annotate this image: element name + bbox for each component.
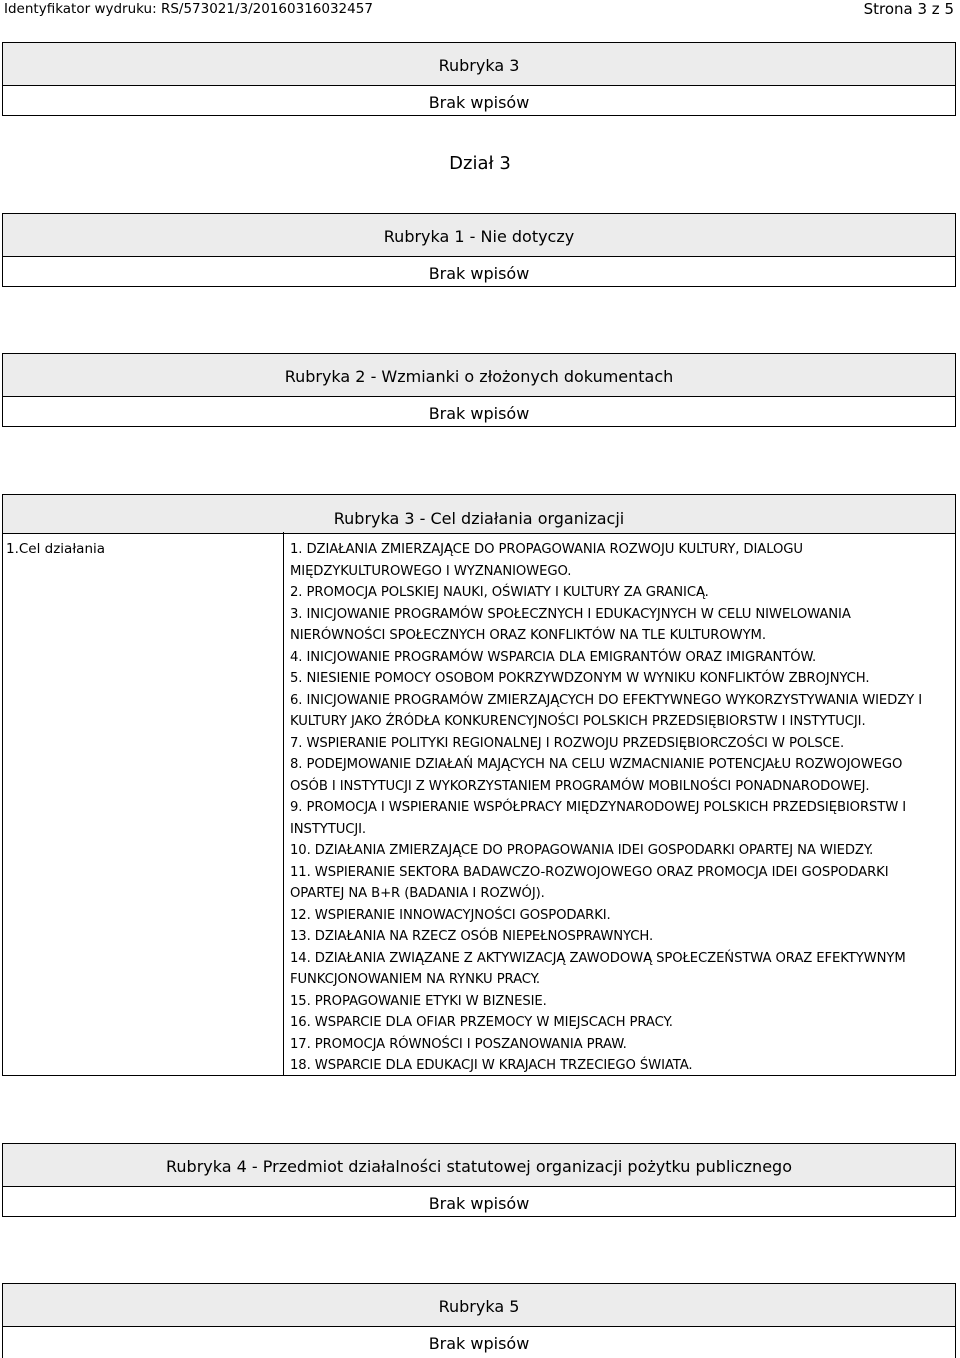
rubryka-4-box [2,1143,956,1217]
goal-line: KULTURY JAKO ŹRÓDŁA KONKURENCYJNOŚCI POLSKICH PRZEDSIĘBIORSTW I INSTYTUCJI. [290,714,866,729]
goal-line: MIĘDZYKULTUROWEGO I WYZNANIOWEGO. [290,563,572,579]
goal-line: OPARTEJ NA B+R (BADANIA I ROZWÓJ). [290,886,545,901]
goal-line: 15. PROPAGOWANIE ETYKI W BIZNESIE. [290,993,547,1009]
rubryka-2-box [2,353,956,427]
rubryka-3-title: Rubryka 3 - Cel działania organizacji [333,509,625,528]
rubryka-3-top-header [3,43,955,86]
goal-line: 14. DZIAŁANIA ZWIĄZANE Z AKTYWIZACJĄ ZAWODOWĄ SPOŁECZEŃSTWA ORAZ EFEKTYWNYM [290,950,906,966]
goal-line: 12. WSPIERANIE INNOWACYJNOŚCI GOSPODARKI. [290,907,611,923]
goal-line: FUNKCJONOWANIEM NA RYNKU PRACY. [290,972,541,987]
goal-line: 9. PROMOCJA I WSPIERANIE WSPÓŁPRACY MIĘDZYNARODOWEJ POLSKICH PRZEDSIĘBIORSTW I [290,800,907,815]
rubryka-2-value: Brak wpisów [428,404,530,423]
rubryka-2-header [3,354,955,397]
page-number: Strona 3 z 5 [863,0,954,18]
rubryka-4-header [3,1144,955,1187]
rubryka-2-title: Rubryka 2 - Wzmianki o złożonych dokumentach [284,367,674,386]
goal-line: 16. WSPARCIE DLA OFIAR PRZEMOCY W MIEJSCACH PRACY. [290,1015,673,1030]
rubryka-5-box [2,1283,956,1358]
section-title-dzial-3: Dział 3 [449,153,511,174]
rubryka-4-value: Brak wpisów [428,1194,530,1213]
goal-line: INSTYTUCJI. [290,821,367,837]
goal-line: 18. WSPARCIE DLA EDUKACJI W KRAJACH TRZECIEGO ŚWIATA. [290,1058,693,1073]
goal-line: OSÓB I INSTYTUCJI Z WYKORZYSTANIEM PROGRAMÓW MOBILNOŚCI PONADNARODOWEJ. [290,778,870,794]
rubryka-3-row-label: 1.Cel działania [6,541,106,557]
rubryka-3-top-box [2,42,956,116]
goal-line: NIERÓWNOŚCI SPOŁECZNYCH ORAZ KONFLIKTÓW NA TLE KULTUROWYM. [290,628,766,643]
goal-line: 6. INICJOWANIE PROGRAMÓW ZMIERZAJĄCYCH DO EFEKTYWNEGO WYKORZYSTYWANIA WIEDZY I [290,692,922,708]
goal-line: 10. DZIAŁANIA ZMIERZAJĄCE DO PROPAGOWANIA IDEI GOSPODARKI OPARTEJ NA WIEDZY. [290,843,874,858]
rubryka-4-title: Rubryka 4 - Przedmiot działalności statutowej organizacji pożytku publicznego [166,1157,792,1176]
goal-line: 1. DZIAŁANIA ZMIERZAJĄCE DO PROPAGOWANIA ROZWOJU KULTURY, DIALOGU [290,542,803,557]
goal-line: 3. INICJOWANIE PROGRAMÓW SPOŁECZNYCH I EDUKACYJNYCH W CELU NIWELOWANIA [290,606,851,622]
goal-line: 11. WSPIERANIE SEKTORA BADAWCZO-ROZWOJOWEGO ORAZ PROMOCJA IDEI GOSPODARKI [290,864,889,880]
goal-line: 13. DZIAŁANIA NA RZECZ OSÓB NIEPEŁNOSPRAWNYCH. [290,929,654,944]
goal-line: 8. PODEJMOWANIE DZIAŁAŃ MAJĄCYCH NA CELU WZMACNIANIE POTENCJAŁU ROZWOJOWEGO [290,757,903,772]
goal-line: 4. INICJOWANIE PROGRAMÓW WSPARCIA DLA EMIGRANTÓW ORAZ IMIGRANTÓW. [290,649,817,665]
rubryka-3-top-value: Brak wpisów [428,93,530,112]
rubryka-3-top-title: Rubryka 3 [438,56,520,75]
goal-lines-list [290,539,950,1077]
goal-line: 2. PROMOCJA POLSKIEJ NAUKI, OŚWIATY I KULTURY ZA GRANICĄ. [290,585,709,600]
rubryka-1-value: Brak wpisów [428,264,530,283]
rubryka-1-title: Rubryka 1 - Nie dotyczy [383,227,575,246]
goal-line: 5. NIESIENIE POMOCY OSOBOM POKRZYWDZONYM W WYNIKU KONFLIKTÓW ZBROJNYCH. [290,671,870,686]
rubryka-3-header [3,495,955,534]
rubryka-5-value: Brak wpisów [428,1334,530,1353]
rubryka-1-header [3,214,955,257]
rubryka-5-title: Rubryka 5 [438,1297,520,1316]
rubryka-5-header [3,1284,955,1327]
rubryka-1-box [2,213,956,287]
print-identifier: Identyfikator wydruku: RS/573021/3/20160316032457 [4,1,373,17]
goal-line: 7. WSPIERANIE POLITYKI REGIONALNEJ I ROZWOJU PRZEDSIĘBIORCZOŚCI W POLSCE. [290,735,845,751]
rubryka-3-column-divider [283,532,284,1075]
goal-line: 17. PROMOCJA RÓWNOŚCI I POSZANOWANIA PRAW. [290,1036,627,1052]
